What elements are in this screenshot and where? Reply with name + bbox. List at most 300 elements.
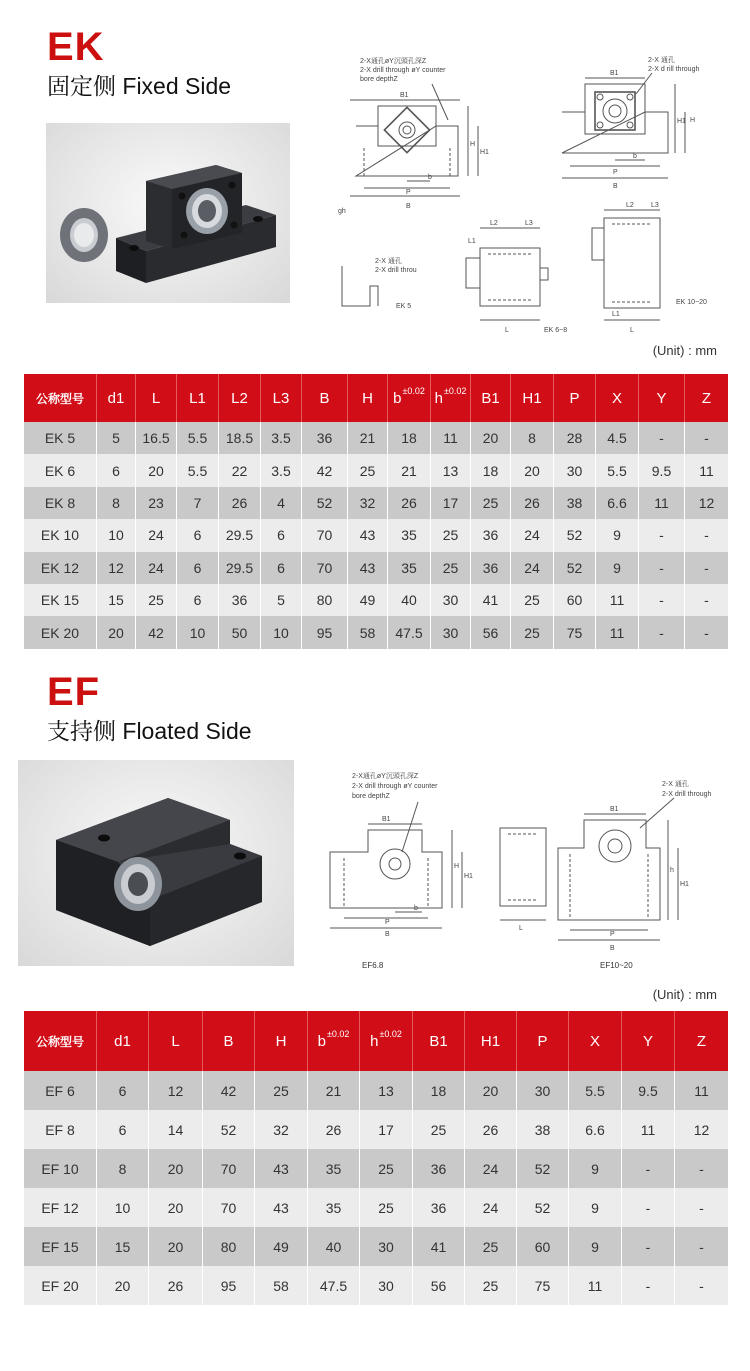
svg-text:H1: H1	[680, 881, 689, 888]
svg-text:L: L	[505, 327, 509, 334]
value-cell: 11	[431, 422, 471, 454]
ef-header-B: B	[203, 1011, 255, 1071]
value-cell: 20	[511, 454, 554, 486]
model-cell: EK 8	[24, 487, 97, 519]
value-cell: 30	[517, 1071, 569, 1110]
value-cell: 5.5	[596, 454, 639, 486]
ek-header-B: B	[302, 374, 348, 422]
ek-table-body	[24, 422, 728, 649]
value-cell: 38	[517, 1110, 569, 1149]
value-cell: 21	[348, 422, 388, 454]
ek-header-H1: H1	[511, 374, 554, 422]
ef-technical-drawings	[322, 768, 740, 974]
value-cell: 6.6	[569, 1110, 622, 1149]
value-cell: 52	[517, 1188, 569, 1227]
value-cell: 26	[388, 487, 431, 519]
value-cell: 30	[360, 1227, 413, 1266]
ek5-label: EK 5	[396, 303, 412, 310]
value-cell: 11	[639, 487, 685, 519]
ek-spec-table	[24, 374, 728, 649]
ef-note-counter-1: 2-X通孔øY沉頭孔深Z	[352, 773, 419, 780]
value-cell: 5.5	[569, 1071, 622, 1110]
value-cell: -	[622, 1188, 675, 1227]
ek-note-counter-3: bore depthZ	[360, 76, 398, 83]
value-cell: 60	[554, 584, 596, 616]
value-cell: 5.5	[177, 454, 219, 486]
table-row	[24, 1149, 728, 1188]
svg-text:2-X drill throu: 2-X drill throu	[375, 267, 417, 274]
value-cell: 26	[149, 1266, 203, 1305]
value-cell: 36	[471, 519, 511, 551]
ef-header-model: 公称型号	[24, 1011, 97, 1071]
ek-note-counter-1: 2-X通孔øY沉頭孔深Z	[360, 58, 427, 65]
value-cell: 12	[685, 487, 728, 519]
value-cell: 26	[511, 487, 554, 519]
value-cell: 22	[219, 454, 261, 486]
value-cell: 8	[97, 1149, 149, 1188]
ek-header-L: L	[136, 374, 177, 422]
value-cell: 52	[517, 1149, 569, 1188]
model-cell: EK 20	[24, 616, 97, 648]
ek-section-code: EK	[47, 25, 105, 69]
value-cell: 6	[261, 552, 302, 584]
svg-text:L3: L3	[525, 220, 533, 227]
value-cell: 40	[388, 584, 431, 616]
value-cell: -	[675, 1149, 728, 1188]
ef-table-body	[24, 1071, 728, 1305]
value-cell: 16.5	[136, 422, 177, 454]
value-cell: -	[685, 519, 728, 551]
value-cell: 12	[675, 1110, 728, 1149]
value-cell: 56	[471, 616, 511, 648]
value-cell: 10	[97, 1188, 149, 1227]
value-cell: 25	[348, 454, 388, 486]
ek-note-drill-1: 2-X 通孔	[648, 57, 675, 64]
value-cell: 35	[388, 552, 431, 584]
value-cell: 11	[569, 1266, 622, 1305]
value-cell: 30	[360, 1266, 413, 1305]
value-cell: 6	[177, 584, 219, 616]
model-cell: EK 15	[24, 584, 97, 616]
model-cell: EF 20	[24, 1266, 97, 1305]
ef-spec-table	[24, 1011, 728, 1305]
model-cell: EF 8	[24, 1110, 97, 1149]
value-cell: 6	[97, 454, 136, 486]
ef-header-b: $b^{\pm 0.02}$	[308, 1011, 360, 1071]
ek-section-subtitle: 固定侧 Fixed Side	[47, 73, 232, 99]
value-cell: 52	[203, 1110, 255, 1149]
value-cell: 9	[596, 552, 639, 584]
svg-text:H1: H1	[480, 149, 489, 156]
ef-header-X: X	[569, 1011, 622, 1071]
value-cell: -	[675, 1227, 728, 1266]
value-cell: 25	[413, 1110, 465, 1149]
value-cell: 24	[465, 1149, 517, 1188]
value-cell: 49	[255, 1227, 308, 1266]
value-cell: 10	[97, 519, 136, 551]
value-cell: 7	[177, 487, 219, 519]
value-cell: 95	[203, 1266, 255, 1305]
value-cell: 95	[302, 616, 348, 648]
ef-note-drill-1: 2-X 通孔	[662, 781, 689, 788]
ek-header-B1: B1	[471, 374, 511, 422]
value-cell: 70	[203, 1188, 255, 1227]
value-cell: 80	[203, 1227, 255, 1266]
ef-header-d1: d1	[97, 1011, 149, 1071]
svg-text:H: H	[454, 863, 460, 870]
value-cell: -	[639, 616, 685, 648]
value-cell: 6	[177, 552, 219, 584]
svg-text:L1: L1	[468, 238, 476, 245]
svg-text:b: b	[414, 905, 418, 912]
ek-header-h-tolerance: ±0.02	[443, 385, 467, 396]
ek-header-Z: Z	[685, 374, 728, 422]
value-cell: 6	[97, 1071, 149, 1110]
value-cell: 4	[261, 487, 302, 519]
value-cell: 18.5	[219, 422, 261, 454]
ef-product-photo	[18, 760, 294, 966]
value-cell: 8	[97, 487, 136, 519]
value-cell: 20	[149, 1227, 203, 1266]
ek-header-P: P	[554, 374, 596, 422]
value-cell: -	[685, 584, 728, 616]
value-cell: 36	[302, 422, 348, 454]
value-cell: 8	[511, 422, 554, 454]
model-cell: EF 12	[24, 1188, 97, 1227]
ef-header-Z: Z	[675, 1011, 728, 1071]
value-cell: -	[622, 1227, 675, 1266]
ek-header-model: 公称型号	[24, 374, 97, 422]
value-cell: 20	[149, 1149, 203, 1188]
value-cell: 4.5	[596, 422, 639, 454]
value-cell: 52	[302, 487, 348, 519]
svg-text:B: B	[406, 203, 411, 210]
table-row	[24, 552, 728, 584]
value-cell: 29.5	[219, 519, 261, 551]
svg-text:P: P	[385, 919, 390, 926]
value-cell: 28	[554, 422, 596, 454]
value-cell: 43	[348, 519, 388, 551]
value-cell: 58	[255, 1266, 308, 1305]
ef-header-h: $h^{\pm 0.02}$	[360, 1011, 413, 1071]
ef68-label: EF6.8	[362, 961, 384, 970]
value-cell: 11	[675, 1071, 728, 1110]
value-cell: 20	[465, 1071, 517, 1110]
svg-text:L2: L2	[490, 220, 498, 227]
value-cell: 11	[596, 584, 639, 616]
value-cell: 20	[136, 454, 177, 486]
svg-text:H: H	[470, 141, 476, 148]
ek-technical-drawings	[330, 48, 720, 336]
ek-table-header-row	[24, 374, 728, 422]
value-cell: -	[639, 552, 685, 584]
value-cell: 43	[255, 1149, 308, 1188]
value-cell: 3.5	[261, 454, 302, 486]
value-cell: 15	[97, 1227, 149, 1266]
svg-text:P: P	[406, 189, 411, 196]
value-cell: 18	[471, 454, 511, 486]
value-cell: 47.5	[308, 1266, 360, 1305]
value-cell: -	[675, 1188, 728, 1227]
value-cell: 29.5	[219, 552, 261, 584]
ef-header-h-tolerance: ±0.02	[379, 1028, 402, 1039]
value-cell: 25	[360, 1149, 413, 1188]
value-cell: 30	[431, 616, 471, 648]
value-cell: -	[622, 1266, 675, 1305]
value-cell: 25	[465, 1266, 517, 1305]
value-cell: 42	[302, 454, 348, 486]
value-cell: 6	[177, 519, 219, 551]
value-cell: 47.5	[388, 616, 431, 648]
value-cell: 41	[471, 584, 511, 616]
ef-table-header-row	[24, 1011, 728, 1071]
value-cell: 43	[348, 552, 388, 584]
value-cell: 49	[348, 584, 388, 616]
value-cell: 24	[511, 552, 554, 584]
value-cell: 13	[360, 1071, 413, 1110]
value-cell: 25	[471, 487, 511, 519]
value-cell: 70	[302, 519, 348, 551]
value-cell: 23	[136, 487, 177, 519]
value-cell: 9.5	[622, 1071, 675, 1110]
table-row	[24, 1188, 728, 1227]
value-cell: 26	[308, 1110, 360, 1149]
ek1020-label: EK 10~20	[676, 299, 707, 306]
value-cell: 26	[219, 487, 261, 519]
value-cell: 25	[511, 584, 554, 616]
value-cell: 24	[511, 519, 554, 551]
value-cell: 18	[413, 1071, 465, 1110]
value-cell: 13	[431, 454, 471, 486]
value-cell: 30	[431, 584, 471, 616]
value-cell: 56	[413, 1266, 465, 1305]
ek-header-L1: L1	[177, 374, 219, 422]
svg-text:B1: B1	[400, 92, 409, 99]
value-cell: 26	[465, 1110, 517, 1149]
ef-note-counter-2: 2-X drill through øY counter	[352, 783, 438, 790]
value-cell: 50	[219, 616, 261, 648]
value-cell: 9	[596, 519, 639, 551]
ef-header-B1: B1	[413, 1011, 465, 1071]
ek-unit-label: (Unit) : mm	[652, 343, 717, 358]
value-cell: 30	[554, 454, 596, 486]
ek-header-L3: L3	[261, 374, 302, 422]
value-cell: 52	[554, 519, 596, 551]
table-row	[24, 1266, 728, 1305]
value-cell: 75	[517, 1266, 569, 1305]
svg-text:B: B	[610, 945, 615, 952]
svg-text:H1: H1	[464, 873, 473, 880]
model-cell: EK 5	[24, 422, 97, 454]
ek-header-L2: L2	[219, 374, 261, 422]
value-cell: 25	[255, 1071, 308, 1110]
value-cell: 11	[622, 1110, 675, 1149]
value-cell: 10	[177, 616, 219, 648]
ef-section-code: EF	[47, 670, 101, 714]
ek-product-photo	[46, 123, 290, 303]
value-cell: 20	[471, 422, 511, 454]
svg-text:B: B	[385, 931, 390, 938]
value-cell: 41	[413, 1227, 465, 1266]
table-row	[24, 1110, 728, 1149]
value-cell: -	[675, 1266, 728, 1305]
value-cell: 43	[255, 1188, 308, 1227]
svg-text:B1: B1	[610, 806, 619, 813]
value-cell: 35	[308, 1188, 360, 1227]
svg-text:H1: H1	[677, 118, 686, 125]
ek-header-d1: d1	[97, 374, 136, 422]
value-cell: 42	[136, 616, 177, 648]
table-row	[24, 487, 728, 519]
value-cell: -	[685, 422, 728, 454]
model-cell: EF 10	[24, 1149, 97, 1188]
ef-header-b-tolerance: ±0.02	[326, 1028, 350, 1039]
value-cell: 35	[388, 519, 431, 551]
table-row	[24, 454, 728, 486]
value-cell: 9	[569, 1188, 622, 1227]
svg-text:L3: L3	[651, 202, 659, 209]
svg-text:gh: gh	[338, 208, 346, 215]
model-cell: EK 6	[24, 454, 97, 486]
value-cell: 70	[203, 1149, 255, 1188]
value-cell: 38	[554, 487, 596, 519]
value-cell: 36	[219, 584, 261, 616]
value-cell: 80	[302, 584, 348, 616]
value-cell: 11	[685, 454, 728, 486]
value-cell: 9	[569, 1149, 622, 1188]
svg-text:b: b	[428, 174, 432, 181]
ef-note-drill-2: 2-X drill through	[662, 791, 712, 798]
model-cell: EF 15	[24, 1227, 97, 1266]
svg-text:P: P	[610, 931, 615, 938]
value-cell: 11	[596, 616, 639, 648]
value-cell: 21	[388, 454, 431, 486]
ef-section-subtitle: 支持侧 Floated Side	[47, 718, 252, 744]
value-cell: 10	[261, 616, 302, 648]
svg-text:2-X 通孔: 2-X 通孔	[375, 258, 402, 265]
table-row	[24, 584, 728, 616]
value-cell: 20	[149, 1188, 203, 1227]
value-cell: 14	[149, 1110, 203, 1149]
ef-header-L: L	[149, 1011, 203, 1071]
value-cell: 24	[465, 1188, 517, 1227]
value-cell: 25	[511, 616, 554, 648]
value-cell: 18	[388, 422, 431, 454]
ek-header-b-tolerance: ±0.02	[402, 385, 425, 396]
value-cell: 24	[136, 519, 177, 551]
svg-text:B1: B1	[610, 70, 619, 77]
value-cell: 5	[261, 584, 302, 616]
svg-text:L: L	[630, 327, 634, 334]
table-row	[24, 1227, 728, 1266]
value-cell: 25	[136, 584, 177, 616]
ef-header-H: H	[255, 1011, 308, 1071]
value-cell: 24	[136, 552, 177, 584]
table-row	[24, 519, 728, 551]
value-cell: 52	[554, 552, 596, 584]
table-row	[24, 422, 728, 454]
value-cell: 6.6	[596, 487, 639, 519]
svg-text:b: b	[633, 153, 637, 160]
model-cell: EK 12	[24, 552, 97, 584]
ek-header-Y: Y	[639, 374, 685, 422]
ek-header-X: X	[596, 374, 639, 422]
value-cell: 20	[97, 616, 136, 648]
value-cell: 35	[308, 1149, 360, 1188]
svg-text:L2: L2	[626, 202, 634, 209]
ek-note-counter-2: 2-X drill through øY counter	[360, 67, 446, 74]
ef-header-H1: H1	[465, 1011, 517, 1071]
value-cell: 25	[465, 1227, 517, 1266]
value-cell: 36	[471, 552, 511, 584]
value-cell: -	[685, 616, 728, 648]
value-cell: 9	[569, 1227, 622, 1266]
value-cell: 5	[97, 422, 136, 454]
value-cell: 60	[517, 1227, 569, 1266]
value-cell: 3.5	[261, 422, 302, 454]
value-cell: 36	[413, 1149, 465, 1188]
value-cell: -	[639, 519, 685, 551]
ek-header-h: $h^{\pm 0.02}$	[431, 374, 471, 422]
value-cell: 6	[261, 519, 302, 551]
value-cell: 17	[431, 487, 471, 519]
value-cell: 5.5	[177, 422, 219, 454]
value-cell: 42	[203, 1071, 255, 1110]
value-cell: 58	[348, 616, 388, 648]
value-cell: 17	[360, 1110, 413, 1149]
value-cell: 75	[554, 616, 596, 648]
table-row	[24, 616, 728, 648]
value-cell: 70	[302, 552, 348, 584]
value-cell: 15	[97, 584, 136, 616]
value-cell: -	[622, 1149, 675, 1188]
ek-header-b: $b^{\pm 0.02}$	[388, 374, 431, 422]
svg-text:B: B	[613, 183, 618, 190]
value-cell: 20	[97, 1266, 149, 1305]
model-cell: EK 10	[24, 519, 97, 551]
svg-text:P: P	[613, 169, 618, 176]
value-cell: 32	[255, 1110, 308, 1149]
value-cell: -	[639, 422, 685, 454]
value-cell: 25	[431, 552, 471, 584]
ek-header-H: H	[348, 374, 388, 422]
ek-note-drill-2: 2-X d rill through	[648, 66, 700, 73]
svg-text:B1: B1	[382, 816, 391, 823]
svg-text:L1: L1	[612, 311, 620, 318]
value-cell: 40	[308, 1227, 360, 1266]
value-cell: -	[685, 552, 728, 584]
value-cell: 32	[348, 487, 388, 519]
table-row	[24, 1071, 728, 1110]
svg-text:L: L	[519, 925, 523, 932]
value-cell: 12	[149, 1071, 203, 1110]
ef-note-counter-3: bore depthZ	[352, 793, 390, 800]
svg-text:h: h	[670, 867, 674, 874]
ef1020-label: EF10~20	[600, 961, 633, 970]
svg-text:H: H	[690, 117, 696, 124]
value-cell: 6	[97, 1110, 149, 1149]
value-cell: 9.5	[639, 454, 685, 486]
value-cell: 36	[413, 1188, 465, 1227]
value-cell: 25	[431, 519, 471, 551]
ek68-label: EK 6~8	[544, 327, 568, 334]
ef-header-P: P	[517, 1011, 569, 1071]
value-cell: 12	[97, 552, 136, 584]
value-cell: -	[639, 584, 685, 616]
value-cell: 25	[360, 1188, 413, 1227]
model-cell: EF 6	[24, 1071, 97, 1110]
value-cell: 21	[308, 1071, 360, 1110]
